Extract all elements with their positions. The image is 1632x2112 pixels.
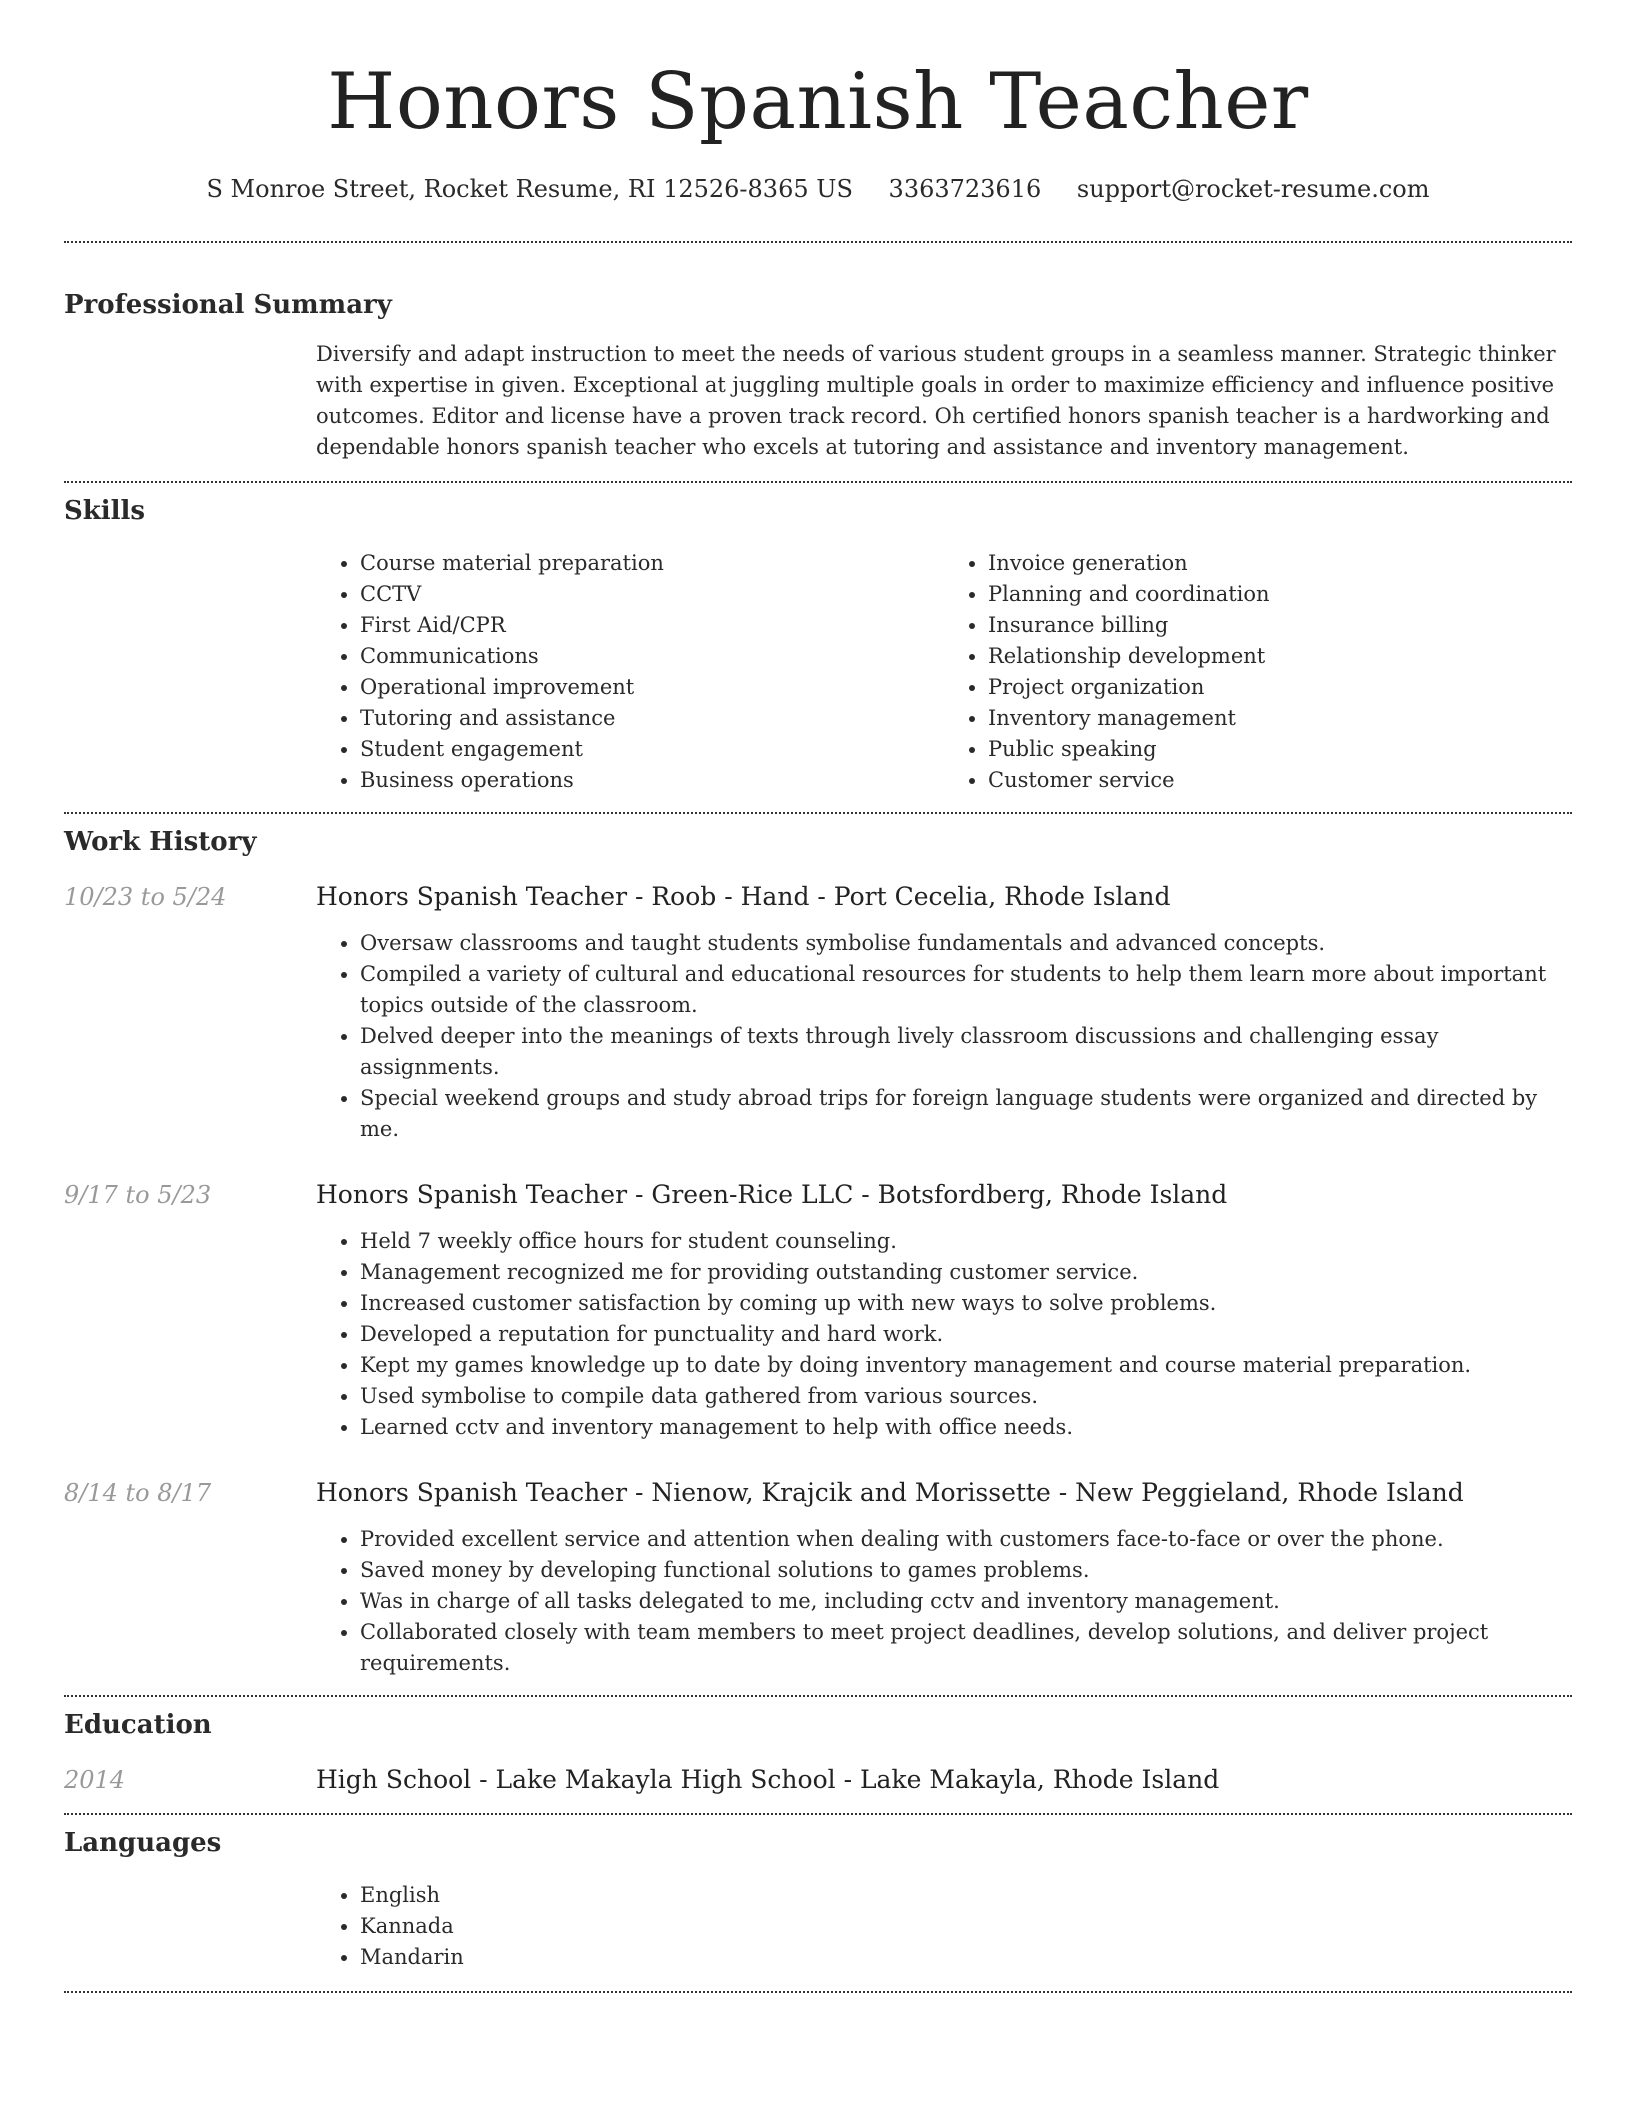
- job-heading: Honors Spanish Teacher - Roob - Hand - Port Cecelia, Rhode Island: [316, 882, 1171, 911]
- job-bullet: • Kept my games knowledge up to date by doing inventory management and course material preparation.: [360, 1350, 1572, 1381]
- job-bullet: • Learned cctv and inventory management to help with office needs.: [360, 1412, 1572, 1443]
- education-title: Education: [64, 1710, 212, 1740]
- job-bullet: • Compiled a variety of cultural and educational resources for students to help them learn more about important topics outside of the classroom.: [360, 959, 1572, 1021]
- job-bullet: • Oversaw classrooms and taught students symbolise fundamentals and advanced concepts.: [360, 928, 1572, 959]
- job-bullets: [316, 1524, 1572, 1679]
- job-bullet: • Special weekend groups and study abroad trips for foreign language students were organized and directed by me.: [360, 1083, 1572, 1145]
- language-item: • Mandarin: [360, 1942, 1572, 1973]
- job-heading: Honors Spanish Teacher - Nienow, Krajcik and Morissette - New Peggieland, Rhode Island: [316, 1478, 1464, 1507]
- job-bullet: • Increased customer satisfaction by coming up with new ways to solve problems.: [360, 1288, 1572, 1319]
- summary-title: Professional Summary: [64, 290, 392, 320]
- divider: [64, 812, 1572, 814]
- skills-title: Skills: [64, 496, 146, 526]
- work-title: Work History: [64, 827, 257, 857]
- languages-title: Languages: [64, 1828, 222, 1858]
- skill-item: • Insurance billing: [988, 610, 1572, 641]
- contact-email: support@rocket-resume.com: [1076, 175, 1430, 203]
- job-bullet: • Held 7 weekly office hours for student counseling.: [360, 1226, 1572, 1257]
- skill-item: • First Aid/CPR: [360, 610, 944, 641]
- work-section: [64, 824, 1572, 1679]
- language-item: • Kannada: [360, 1911, 1572, 1942]
- job-bullet: • Developed a reputation for punctuality and hard work.: [360, 1319, 1572, 1350]
- job-bullet: • Provided excellent service and attention when dealing with customers face-to-face or over the phone.: [360, 1524, 1572, 1555]
- job-heading: Honors Spanish Teacher - Green-Rice LLC - Botsfordberg, Rhode Island: [316, 1180, 1228, 1209]
- language-item: • English: [360, 1880, 1572, 1911]
- skill-item: • Student engagement: [360, 734, 944, 765]
- skill-item: • Inventory management: [988, 703, 1572, 734]
- job-bullet: • Delved deeper into the meanings of texts through lively classroom discussions and challenging essay assignments.: [360, 1021, 1572, 1083]
- job-dates: 10/23 to 5/24: [64, 883, 227, 911]
- contact-line: [64, 172, 1572, 206]
- education-year: 2014: [64, 1766, 126, 1794]
- job-entry: [64, 880, 1572, 1145]
- job-bullets: [316, 1226, 1572, 1443]
- contact-address: S Monroe Street, Rocket Resume, RI 12526-8365 US: [206, 175, 853, 203]
- contact-phone: 3363723616: [888, 175, 1042, 203]
- job-dates: 8/14 to 8/17: [64, 1479, 212, 1507]
- skill-item: • Project organization: [988, 672, 1572, 703]
- skills-list-right: [944, 548, 1572, 796]
- skill-item: • Business operations: [360, 765, 944, 796]
- divider: [64, 1813, 1572, 1815]
- skill-item: • Relationship development: [988, 641, 1572, 672]
- skill-item: • CCTV: [360, 579, 944, 610]
- divider: [64, 1695, 1572, 1697]
- job-bullet: • Was in charge of all tasks delegated to me, including cctv and inventory management.: [360, 1586, 1572, 1617]
- languages-section: [64, 1825, 1572, 1973]
- skill-item: • Customer service: [988, 765, 1572, 796]
- skills-section: [64, 493, 1572, 796]
- job-dates: 9/17 to 5/23: [64, 1181, 212, 1209]
- job-bullets: [316, 928, 1572, 1145]
- job-entry: [64, 1178, 1572, 1443]
- summary-section: [64, 287, 1572, 463]
- skill-item: • Public speaking: [988, 734, 1572, 765]
- skills-list-left: [316, 548, 944, 796]
- job-bullet: • Management recognized me for providing outstanding customer service.: [360, 1257, 1572, 1288]
- summary-text: Diversify and adapt instruction to meet the needs of various student groups in a seamless manner. Strategic thinker with expertise in given. Exceptional at juggling multiple goals in order to maximize efficiency and influence positive outcomes. Editor and license have a proven track record. Oh certified honors spanish teacher is a hardworking and dependable honors spanish teacher who excels at tutoring and assistance and inventory management.: [316, 342, 1556, 459]
- job-bullet: • Saved money by developing functional solutions to games problems.: [360, 1555, 1572, 1586]
- skill-item: • Course material preparation: [360, 548, 944, 579]
- skill-item: • Planning and coordination: [988, 579, 1572, 610]
- resume-name: Honors Spanish Teacher: [327, 57, 1309, 147]
- job-bullet: • Used symbolise to compile data gathered from various sources.: [360, 1381, 1572, 1412]
- divider: [64, 1991, 1572, 1993]
- divider: [64, 481, 1572, 483]
- skill-item: • Communications: [360, 641, 944, 672]
- languages-list: [316, 1880, 1572, 1973]
- skill-item: • Invoice generation: [988, 548, 1572, 579]
- education-section: [64, 1707, 1572, 1797]
- skill-item: • Operational improvement: [360, 672, 944, 703]
- job-entry: [64, 1476, 1572, 1679]
- education-entry: [64, 1763, 1572, 1797]
- divider: [64, 241, 1572, 243]
- education-heading: High School - Lake Makayla High School - Lake Makayla, Rhode Island: [316, 1765, 1220, 1794]
- skill-item: • Tutoring and assistance: [360, 703, 944, 734]
- resume-page: [64, 0, 1572, 1993]
- job-bullet: • Collaborated closely with team members to meet project deadlines, develop solutions, and deliver project requirements.: [360, 1617, 1572, 1679]
